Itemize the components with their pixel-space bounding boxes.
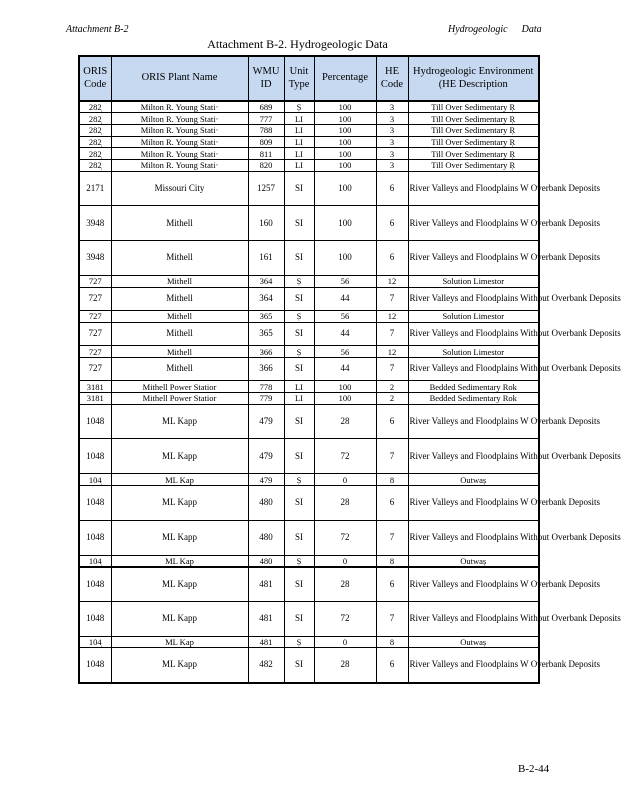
oris-code-cell: 3181 (79, 381, 111, 393)
he-code-cell: 3 (376, 148, 408, 160)
percentage-cell: 28 (314, 648, 376, 683)
he-description-cell: Outwaṣ (408, 555, 539, 567)
plant-name-cell: ML Kap (111, 636, 248, 648)
oris-code-cell: 1048 (79, 601, 111, 636)
table-row (79, 474, 539, 486)
unit-type-cell: SI (284, 567, 314, 602)
he-description-cell: Till Over Sedimentary Ṛ (408, 136, 539, 148)
unit-type-cell: SI (284, 601, 314, 636)
wmu-id-cell: 779 (248, 392, 284, 404)
unit-type-cell: SI (284, 206, 314, 241)
oris-code-cell: 727 (79, 357, 111, 380)
unit-type-cell: SI (284, 241, 314, 276)
table-row (79, 148, 539, 160)
wmu-id-cell: 777 (248, 113, 284, 125)
he-description-cell: Outwaṣ (408, 474, 539, 486)
oris-code-cell: 727 (79, 311, 111, 323)
wmu-id-cell: 364 (248, 287, 284, 310)
he-code-cell: 6 (376, 648, 408, 683)
he-code-cell: 7 (376, 357, 408, 380)
he-description-cell: Till Over Sedimentary Ṛ (408, 148, 539, 160)
he-description-cell: River Valleys and Floodplains Without Overbank Deposits (408, 601, 539, 636)
oris-code-cell: 727 (79, 322, 111, 345)
percentage-cell: 0 (314, 636, 376, 648)
percentage-cell: 72 (314, 520, 376, 555)
percentage-cell: 100 (314, 381, 376, 393)
oris-code-cell: 1048 (79, 520, 111, 555)
table-row (79, 159, 539, 171)
plant-name-cell: Mithell Power Statior (111, 381, 248, 393)
oris-code-cell: 282̣ (79, 101, 111, 113)
he-description-cell: River Valleys and Floodplains Without Overbank Deposits (408, 287, 539, 310)
unit-type-cell: Ṣ (284, 555, 314, 567)
he-code-cell: 6 (376, 567, 408, 602)
he-code-cell: 7 (376, 322, 408, 345)
table-row (79, 276, 539, 288)
col-oris-code: ORIS Code (79, 56, 111, 101)
he-code-cell: 3 (376, 113, 408, 125)
percentage-cell: 100 (314, 241, 376, 276)
he-code-cell: 2 (376, 392, 408, 404)
page-number: B-2-44 (518, 763, 550, 775)
he-code-cell: 6 (376, 206, 408, 241)
unit-type-cell: SI (284, 485, 314, 520)
table-body (79, 101, 621, 683)
oris-code-cell: 1048 (79, 485, 111, 520)
percentage-cell: 56 (314, 346, 376, 358)
table-row (79, 555, 539, 567)
percentage-cell: 0 (314, 555, 376, 567)
oris-code-cell: 1048 (79, 567, 111, 602)
plant-name-cell: Mithell Power Statior (111, 392, 248, 404)
he-code-cell: 3 (376, 159, 408, 171)
unit-type-cell: SI (284, 287, 314, 310)
he-code-cell: 6 (376, 485, 408, 520)
he-description-cell: River Valleys and Floodplains W Overbank Deposits (408, 206, 539, 241)
table-row (79, 520, 539, 555)
plant-name-cell: Mithell (111, 322, 248, 345)
plant-name-cell: ML Kap (111, 474, 248, 486)
he-code-cell: 8 (376, 474, 408, 486)
running-header-right (448, 24, 542, 35)
percentage-cell: 100 (314, 124, 376, 136)
he-description-cell: River Valleys and Floodplains W Overbank Deposits (408, 648, 539, 683)
he-description-cell: Solution Limestor (408, 346, 539, 358)
wmu-id-cell: 482 (248, 648, 284, 683)
hydrogeologic-data-table (78, 55, 621, 684)
percentage-cell: 44 (314, 322, 376, 345)
wmu-id-cell: 689 (248, 101, 284, 113)
oris-code-cell: 104̣ (79, 555, 111, 567)
unit-type-cell: Ṣ (284, 311, 314, 323)
plant-name-cell: Mithell (111, 287, 248, 310)
header-word-data: Data (521, 24, 542, 35)
table-row (79, 392, 539, 404)
wmu-id-cell: 160 (248, 206, 284, 241)
plant-name-cell: Milton R. Young Stati‧ (111, 148, 248, 160)
oris-code-cell: 3948 (79, 206, 111, 241)
plant-name-cell: Milton R. Young Stati‧ (111, 101, 248, 113)
plant-name-cell: Mithell (111, 206, 248, 241)
table-row (79, 439, 539, 474)
table-row (79, 113, 539, 125)
table-title: Attachment B-2. Hydrogeologic Data (207, 37, 388, 51)
percentage-cell: 28 (314, 485, 376, 520)
plant-name-cell: Mithell (111, 241, 248, 276)
percentage-cell: 100 (314, 113, 376, 125)
table-row (79, 601, 539, 636)
he-description-cell: River Valleys and Floodplains Without Overbank Deposits (408, 439, 539, 474)
he-description-cell: River Valleys and Floodplains W Overbank Deposits (408, 567, 539, 602)
wmu-id-cell: 809 (248, 136, 284, 148)
unit-type-cell: LI (284, 392, 314, 404)
table-row (79, 124, 539, 136)
he-code-cell: 7 (376, 601, 408, 636)
he-description-cell: Solution Limestor (408, 276, 539, 288)
unit-type-cell: Ṣ (284, 346, 314, 358)
percentage-cell: 44 (314, 357, 376, 380)
wmu-id-cell: 365 (248, 311, 284, 323)
oris-code-cell: 282̣ (79, 136, 111, 148)
table-row (79, 241, 539, 276)
unit-type-cell: LI (284, 381, 314, 393)
he-description-cell: Solution Limestor (408, 311, 539, 323)
he-code-cell: 6 (376, 404, 408, 439)
he-description-cell: Till Over Sedimentary Ṛ (408, 113, 539, 125)
header-word-hydrogeologic: Hydrogeologic (448, 24, 508, 35)
unit-type-cell: SI (284, 439, 314, 474)
he-description-cell: River Valleys and Floodplains Without Overbank Deposits (408, 357, 539, 380)
percentage-cell: 100 (314, 159, 376, 171)
oris-code-cell: 2171 (79, 171, 111, 206)
table-row (79, 322, 539, 345)
oris-code-cell: 282̣ (79, 148, 111, 160)
percentage-cell: 28 (314, 567, 376, 602)
plant-name-cell: ML Kapp (111, 601, 248, 636)
he-code-cell: 12 (376, 276, 408, 288)
he-code-cell: 3 (376, 136, 408, 148)
plant-name-cell: ML Kap (111, 555, 248, 567)
he-code-cell: 8 (376, 636, 408, 648)
he-code-cell: 3 (376, 101, 408, 113)
table-row (79, 287, 539, 310)
wmu-id-cell: 1257 (248, 171, 284, 206)
col-he-code: HE Code (376, 56, 408, 101)
table-row (79, 648, 539, 683)
header-row (79, 56, 539, 101)
plant-name-cell: ML Kapp (111, 485, 248, 520)
unit-type-cell: SI (284, 404, 314, 439)
percentage-cell: 100 (314, 148, 376, 160)
he-description-cell: Till Over Sedimentary Ṛ (408, 159, 539, 171)
wmu-id-cell: 481 (248, 567, 284, 602)
plant-name-cell: ML Kapp (111, 648, 248, 683)
table-row (79, 171, 539, 206)
plant-name-cell: Mithell (111, 346, 248, 358)
unit-type-cell: LI (284, 148, 314, 160)
table-row (79, 404, 539, 439)
wmu-id-cell: 480 (248, 485, 284, 520)
percentage-cell: 72 (314, 601, 376, 636)
plant-name-cell: ML Kapp (111, 439, 248, 474)
plant-name-cell: Mithell (111, 311, 248, 323)
he-description-cell: Outwaṣ (408, 636, 539, 648)
wmu-id-cell: 479 (248, 439, 284, 474)
unit-type-cell: LI (284, 113, 314, 125)
plant-name-cell: Milton R. Young Stati‧ (111, 113, 248, 125)
he-code-cell: 8 (376, 555, 408, 567)
wmu-id-cell: 811 (248, 148, 284, 160)
unit-type-cell: LI (284, 136, 314, 148)
he-code-cell: 12 (376, 346, 408, 358)
unit-type-cell: LI (284, 124, 314, 136)
oris-code-cell: 104̣ (79, 474, 111, 486)
oris-code-cell: 1048 (79, 648, 111, 683)
wmu-id-cell: 481 (248, 601, 284, 636)
he-code-cell: 6 (376, 171, 408, 206)
unit-type-cell: Ṣ (284, 636, 314, 648)
percentage-cell: 56 (314, 276, 376, 288)
wmu-id-cell: 820 (248, 159, 284, 171)
wmu-id-cell: 480 (248, 520, 284, 555)
he-code-cell: 2 (376, 381, 408, 393)
percentage-cell: 56 (314, 311, 376, 323)
unit-type-cell: SI (284, 648, 314, 683)
unit-type-cell: Ṣ (284, 101, 314, 113)
table-row (79, 101, 539, 113)
plant-name-cell: Milton R. Young Stati‧ (111, 124, 248, 136)
wmu-id-cell: 481 (248, 636, 284, 648)
table-row (79, 311, 539, 323)
he-description-cell: Till Over Sedimentary Ṛ (408, 101, 539, 113)
he-description-cell: Till Over Sedimentary Ṛ (408, 124, 539, 136)
oris-code-cell: 282̣ (79, 113, 111, 125)
col-wmu-id: WMU ID (248, 56, 284, 101)
table-row (79, 206, 539, 241)
wmu-id-cell: 161 (248, 241, 284, 276)
plant-name-cell: Milton R. Young Stati‧ (111, 159, 248, 171)
percentage-cell: 100 (314, 171, 376, 206)
he-description-cell: River Valleys and Floodplains Without Overbank Deposits (408, 322, 539, 345)
col-unit-type: Unit Type (284, 56, 314, 101)
he-description-cell: River Valleys and Floodplains W Overbank Deposits (408, 241, 539, 276)
wmu-id-cell: 366 (248, 357, 284, 380)
he-code-cell: 7 (376, 439, 408, 474)
percentage-cell: 44 (314, 287, 376, 310)
percentage-cell: 100 (314, 101, 376, 113)
plant-name-cell: Mithell (111, 276, 248, 288)
oris-code-cell: 727 (79, 287, 111, 310)
oris-code-cell: 727 (79, 276, 111, 288)
unit-type-cell: SI (284, 520, 314, 555)
oris-code-cell: 3948 (79, 241, 111, 276)
oris-code-cell: 104̣ (79, 636, 111, 648)
unit-type-cell: Ṣ (284, 474, 314, 486)
unit-type-cell: SI (284, 171, 314, 206)
unit-type-cell: SI (284, 357, 314, 380)
he-code-cell: 6 (376, 241, 408, 276)
percentage-cell: 72 (314, 439, 376, 474)
running-header-left: Attachment B-2 (66, 24, 129, 35)
unit-type-cell: LI (284, 159, 314, 171)
col-plant-name: ORIS Plant Name (111, 56, 248, 101)
col-he-description: Hydrogeologic Environment (HE Description (408, 56, 539, 101)
wmu-id-cell: 778 (248, 381, 284, 393)
wmu-id-cell: 366 (248, 346, 284, 358)
percentage-cell: 28 (314, 404, 376, 439)
plant-name-cell: ML Kapp (111, 567, 248, 602)
he-code-cell: 7 (376, 287, 408, 310)
oris-code-cell: 1048 (79, 404, 111, 439)
he-code-cell: 12 (376, 311, 408, 323)
he-description-cell: River Valleys and Floodplains W Overbank Deposits (408, 171, 539, 206)
plant-name-cell: Mithell (111, 357, 248, 380)
wmu-id-cell: 788 (248, 124, 284, 136)
he-description-cell: Bedded Sedimentary Rok (408, 381, 539, 393)
oris-code-cell: 282̣ (79, 159, 111, 171)
wmu-id-cell: 480 (248, 555, 284, 567)
plant-name-cell: ML Kapp (111, 520, 248, 555)
table-row (79, 136, 539, 148)
he-description-cell: Bedded Sedimentary Rok (408, 392, 539, 404)
oris-code-cell: 3181 (79, 392, 111, 404)
he-code-cell: 3 (376, 124, 408, 136)
he-description-cell: River Valleys and Floodplains W Overbank Deposits (408, 485, 539, 520)
he-code-cell: 7 (376, 520, 408, 555)
table-row (79, 381, 539, 393)
wmu-id-cell: 364 (248, 276, 284, 288)
table-row (79, 346, 539, 358)
wmu-id-cell: 479 (248, 404, 284, 439)
wmu-id-cell: 479 (248, 474, 284, 486)
percentage-cell: 100 (314, 206, 376, 241)
percentage-cell: 100 (314, 392, 376, 404)
oris-code-cell: 282̣ (79, 124, 111, 136)
unit-type-cell: SI (284, 322, 314, 345)
plant-name-cell: ML Kapp (111, 404, 248, 439)
he-description-cell: River Valleys and Floodplains Without Overbank Deposits (408, 520, 539, 555)
percentage-cell: 0 (314, 474, 376, 486)
table-row (79, 636, 539, 648)
table-row (79, 357, 539, 380)
unit-type-cell: Ṣ (284, 276, 314, 288)
table-row (79, 485, 539, 520)
percentage-cell: 100 (314, 136, 376, 148)
plant-name-cell: Missouri City (111, 171, 248, 206)
wmu-id-cell: 365 (248, 322, 284, 345)
oris-code-cell: 1048 (79, 439, 111, 474)
col-percentage: Percentage (314, 56, 376, 101)
plant-name-cell: Milton R. Young Stati‧ (111, 136, 248, 148)
oris-code-cell: 727 (79, 346, 111, 358)
table-row (79, 567, 539, 602)
he-description-cell: River Valleys and Floodplains W Overbank Deposits (408, 404, 539, 439)
